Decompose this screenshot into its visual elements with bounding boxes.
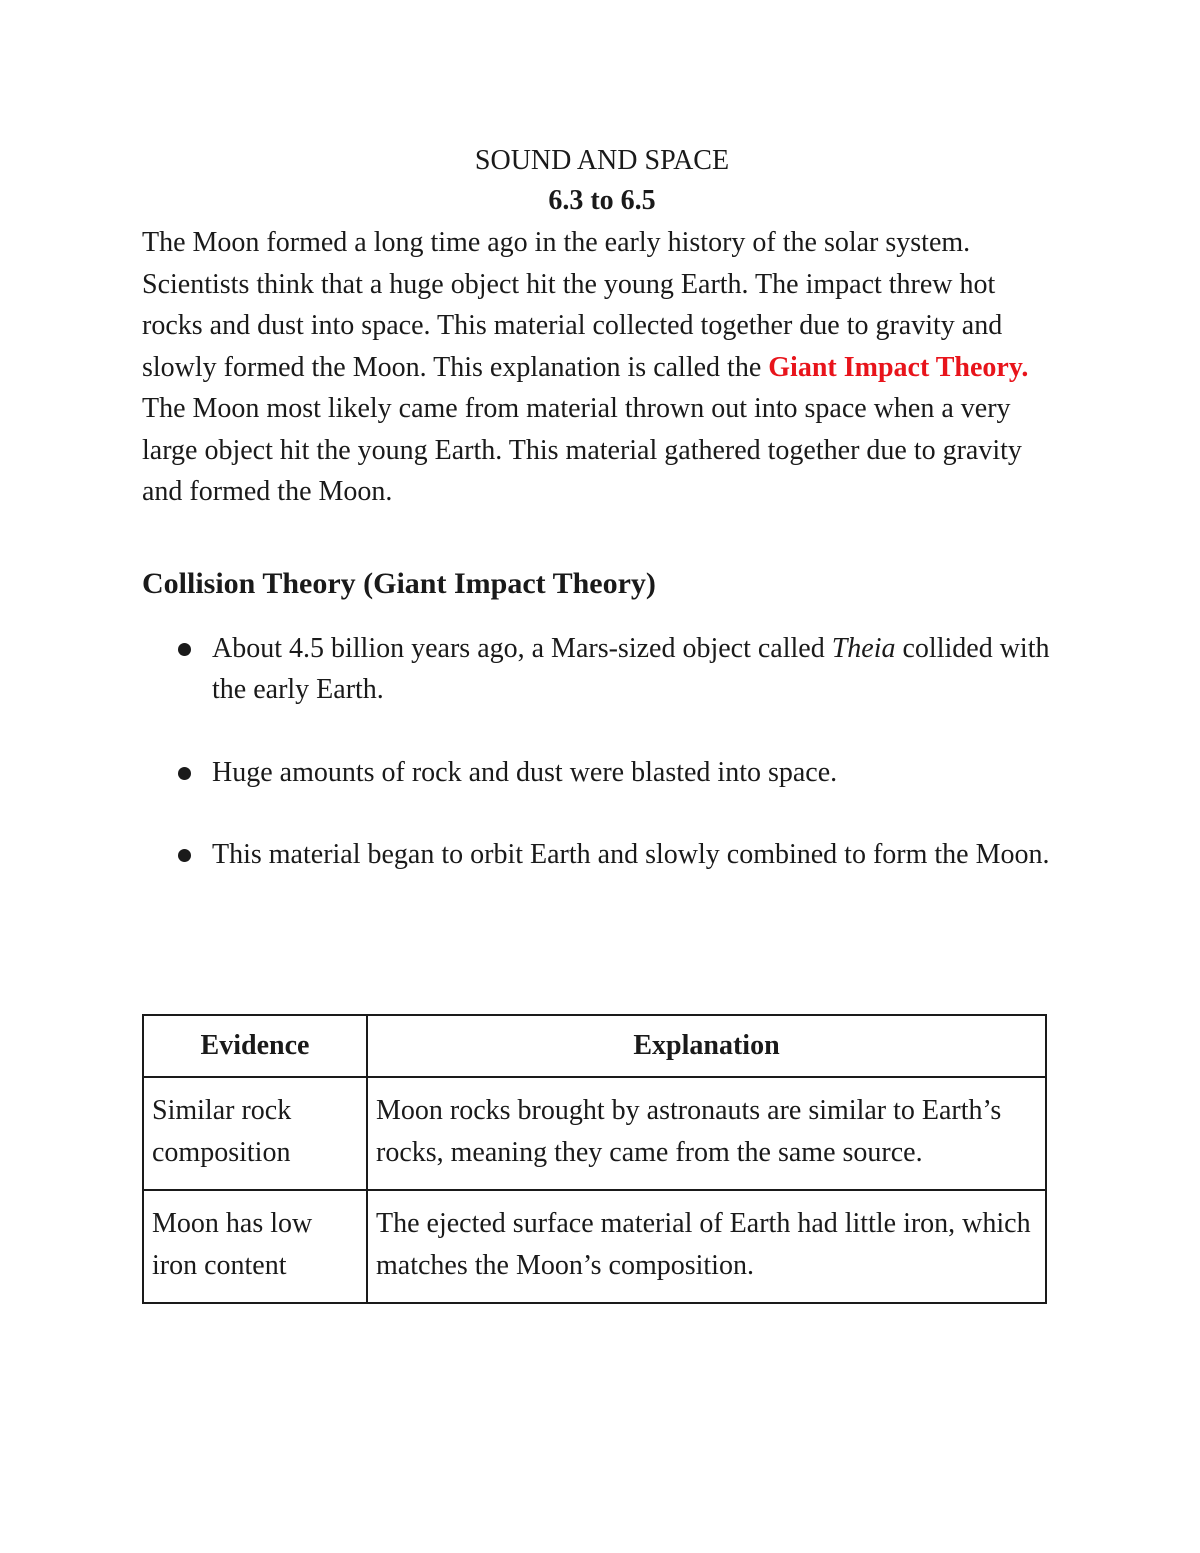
bullet-item [142, 628, 1062, 711]
bullet-text-before: About 4.5 billion years ago, a Mars-sized object called [212, 632, 832, 664]
document-subtitle: 6.3 to 6.5 [548, 185, 656, 216]
bullet-text-after: collided with the early Earth. [212, 632, 1050, 705]
intro-paragraph [142, 222, 1062, 388]
header-evidence: Evidence [143, 1015, 367, 1077]
table-row [143, 1190, 1046, 1303]
bullet-dot-icon [178, 849, 191, 862]
bullet-text: Huge amounts of rock and dust were blasted into space. [212, 756, 838, 788]
bullet-item [142, 834, 1062, 876]
giant-impact-highlight: Giant Impact Theory. [768, 351, 1029, 383]
header-explanation: Explanation [367, 1015, 1046, 1077]
bullet-dot-icon [178, 767, 191, 780]
bullet-item [142, 752, 1062, 794]
table-cell-evidence: Moon has low iron content [143, 1190, 367, 1303]
section-heading: Collision Theory (Giant Impact Theory) [142, 566, 656, 600]
bullet-dot-icon [178, 643, 191, 656]
table-cell-explanation: Moon rocks brought by astronauts are similar to Earth’s rocks, meaning they came from the same source. [367, 1077, 1046, 1190]
bullet-italic-theia: Theia [831, 632, 896, 664]
intro-paragraph-text: The Moon formed a long time ago in the early history of the solar system. Scientists think that a huge object hit the young Earth. The impact threw hot rocks and dust into space. This material collected together due to gravity and slowly formed the Moon. This explanation is called the [142, 227, 1003, 383]
table-header-row [143, 1015, 1046, 1077]
second-paragraph: The Moon most likely came from material thrown out into space when a very large object hit the young Earth. This material gathered together due to gravity and formed the Moon. [142, 393, 1022, 507]
table-cell-explanation: The ejected surface material of Earth had little iron, which matches the Moon’s composition. [367, 1190, 1046, 1303]
bullet-list [142, 628, 1062, 876]
table-cell-evidence: Similar rock composition [143, 1077, 367, 1190]
document-page [142, 142, 1062, 917]
evidence-table [142, 1014, 1047, 1304]
table-row [143, 1077, 1046, 1190]
document-title: SOUND AND SPACE [474, 145, 730, 176]
bullet-text: This material began to orbit Earth and slowly combined to form the Moon. [212, 839, 1050, 870]
